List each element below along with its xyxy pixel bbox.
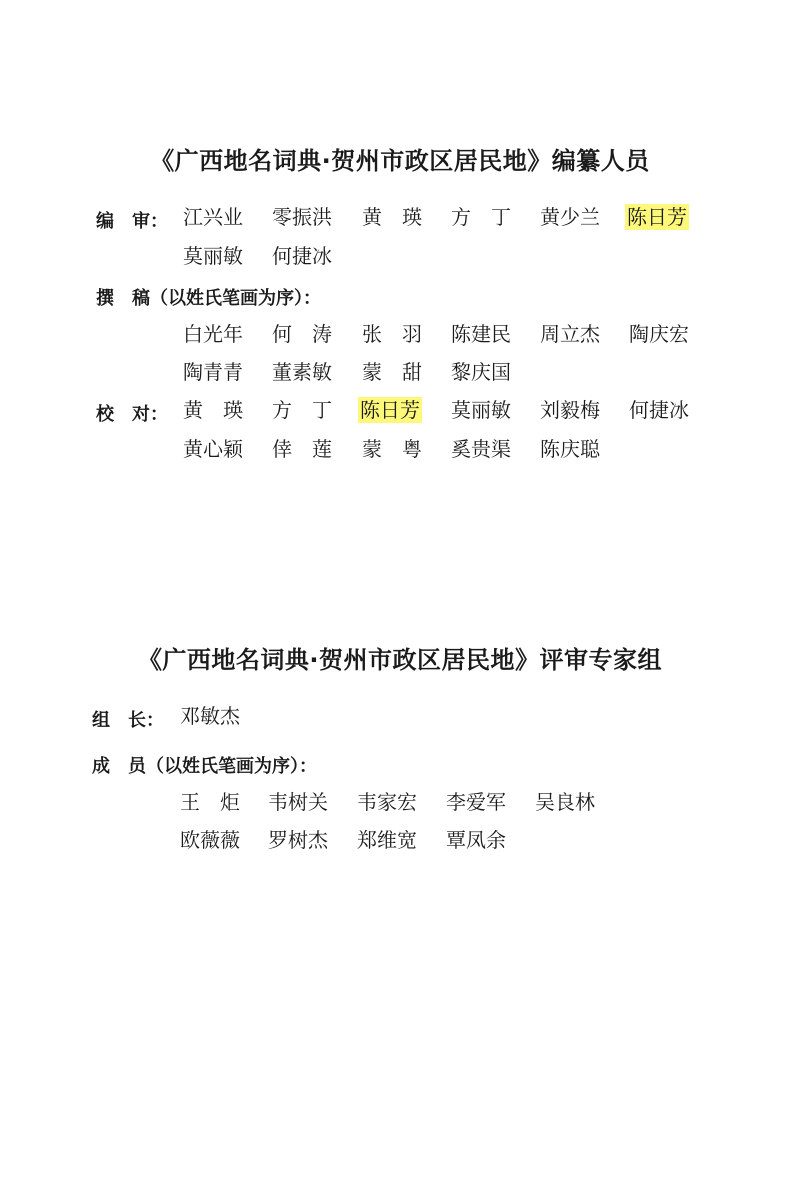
proofreader-name: 黄 瑛: [183, 398, 243, 422]
proofreader-name: 蒙 粤: [362, 437, 422, 461]
editors-label: 编 审：: [96, 211, 168, 232]
editor-name: 零振洪: [272, 205, 332, 229]
proofreaders-label: 校 对：: [96, 404, 168, 425]
writer-name: 白光年: [183, 322, 243, 346]
member-name: 郑维宽: [357, 828, 417, 852]
member-name: 韦树关: [268, 790, 328, 814]
members-label: 成 员（以姓氏笔画为序）：: [92, 756, 317, 777]
editor-name-highlighted: 陈日芳: [627, 205, 687, 229]
writer-name: 张 羽: [362, 322, 422, 346]
member-name: 韦家宏: [357, 790, 417, 814]
proofreader-name: 刘毅梅: [540, 398, 600, 422]
leader-name: 邓敏杰: [180, 704, 240, 728]
member-name: 李爱军: [446, 790, 506, 814]
proofreader-name: 陈庆聪: [540, 437, 600, 461]
proofreader-name: 黄心颖: [183, 437, 243, 461]
proofreader-name: 倖 莲: [272, 437, 332, 461]
expert-group-title: 《广西地名词典·贺州市政区居民地》评审专家组: [137, 646, 663, 674]
proofreader-name: 奚贵渠: [451, 437, 511, 461]
proofreader-name-highlighted: 陈日芳: [360, 398, 420, 422]
member-name: 覃凤余: [446, 828, 506, 852]
editor-name: 莫丽敏: [183, 244, 243, 268]
writers-label: 撰 稿（以姓氏笔画为序）：: [96, 288, 321, 309]
member-name: 王 炬: [180, 790, 240, 814]
editor-name: 黄 瑛: [362, 205, 422, 229]
writer-name: 黎庆国: [451, 360, 511, 384]
writer-name: 陈建民: [451, 322, 511, 346]
writer-name: 陶庆宏: [629, 322, 689, 346]
writer-name: 蒙 甜: [362, 360, 422, 384]
writer-name: 何 涛: [272, 322, 332, 346]
member-name: 吴良林: [535, 790, 595, 814]
editor-name: 江兴业: [183, 205, 243, 229]
editor-name: 何捷冰: [272, 244, 332, 268]
member-name: 欧薇薇: [180, 828, 240, 852]
writer-name: 董素敏: [272, 360, 332, 384]
member-name: 罗树杰: [268, 828, 328, 852]
leader-label: 组 长：: [92, 710, 164, 731]
committee-title: 《广西地名词典·贺州市政区居民地》编纂人员: [150, 147, 650, 175]
editor-name: 黄少兰: [540, 205, 600, 229]
editor-name: 方 丁: [451, 205, 511, 229]
writer-name: 周立杰: [540, 322, 600, 346]
proofreader-name: 方 丁: [272, 398, 332, 422]
proofreader-name: 莫丽敏: [451, 398, 511, 422]
writer-name: 陶青青: [183, 360, 243, 384]
proofreader-name: 何捷冰: [629, 398, 689, 422]
